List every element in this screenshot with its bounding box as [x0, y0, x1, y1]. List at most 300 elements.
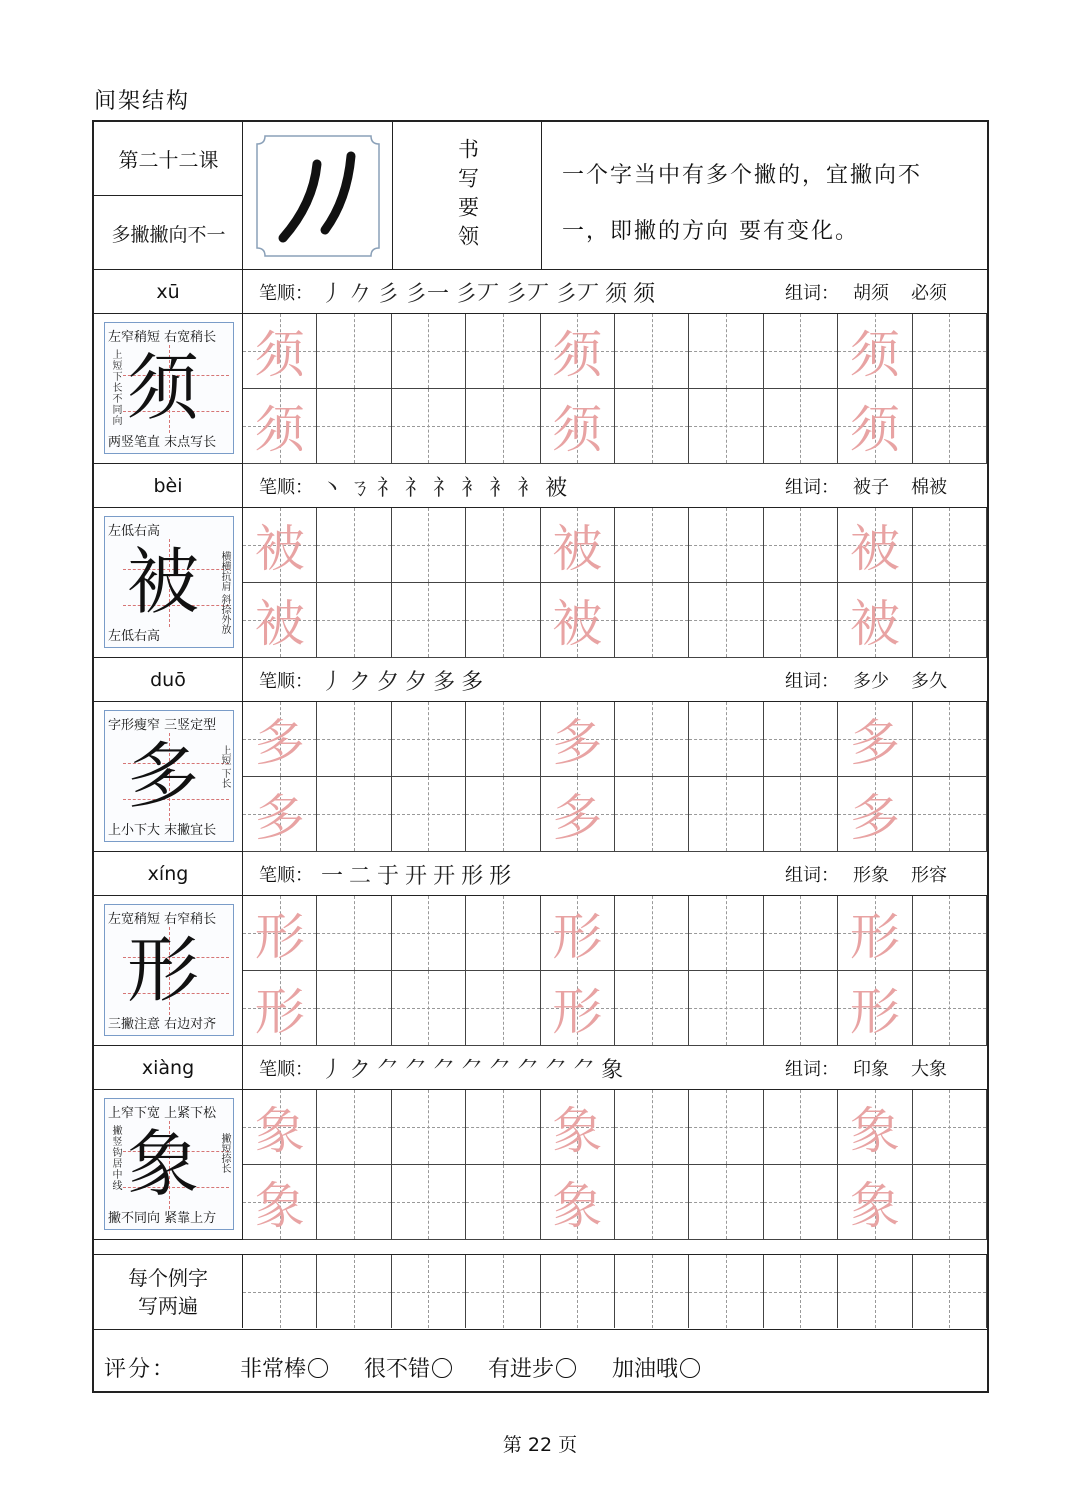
trace-cell[interactable] — [243, 896, 317, 971]
grid-guide-v — [875, 1255, 876, 1328]
trace-cell[interactable] — [243, 777, 317, 852]
circle-icon[interactable] — [556, 1358, 576, 1378]
score-option-3[interactable] — [488, 1352, 576, 1383]
grid-guide-v — [949, 1255, 950, 1328]
trace-cell[interactable] — [243, 1090, 317, 1165]
writing-cell[interactable] — [913, 777, 987, 852]
writing-cell[interactable] — [764, 702, 838, 777]
stroke-step: 夕 — [405, 669, 428, 695]
writing-cell[interactable] — [615, 971, 689, 1046]
writing-cell[interactable] — [615, 389, 689, 464]
extra-writing-cell[interactable] — [466, 1255, 540, 1328]
practice-grid — [243, 314, 987, 464]
grid-guide-v — [503, 1255, 504, 1328]
writing-cell[interactable] — [615, 1090, 689, 1165]
trace-cell[interactable] — [838, 896, 912, 971]
example-card-cell — [94, 896, 243, 1046]
score-option-label: 加油哦 — [612, 1357, 679, 1382]
grid-guide-v — [652, 1255, 653, 1328]
example-card-cell — [94, 508, 243, 658]
writing-cell[interactable] — [466, 702, 540, 777]
writing-cell[interactable] — [466, 896, 540, 971]
stroke-step: 形 — [489, 863, 512, 889]
grid-guide-v — [726, 583, 727, 657]
practice-grid — [243, 1090, 987, 1240]
writing-cell[interactable] — [466, 314, 540, 389]
trace-cell[interactable] — [838, 314, 912, 389]
trace-cell[interactable] — [243, 389, 317, 464]
grid-guide-v — [503, 508, 504, 582]
trace-cell[interactable] — [838, 1165, 912, 1240]
trace-cell[interactable] — [243, 971, 317, 1046]
example-character: 象 — [127, 1122, 200, 1206]
stroke-step: 礻 — [377, 475, 400, 501]
trace-character: 象 — [849, 1177, 900, 1235]
writing-cell[interactable] — [913, 1165, 987, 1240]
card-top-note: 字形瘦窄 三竖定型 — [108, 718, 217, 733]
grid-guide-v — [503, 1165, 504, 1239]
extra-writing-cell[interactable] — [243, 1255, 317, 1328]
words-label: 组词： — [785, 1059, 839, 1080]
grid-guide-v — [354, 1165, 355, 1239]
extra-practice-label — [94, 1255, 243, 1328]
grid-guide-v — [800, 1165, 801, 1239]
stroke-step: 彡丆 — [505, 281, 550, 307]
stroke-step: 被 — [545, 475, 568, 501]
stroke-step: 礻 — [433, 475, 456, 501]
grid-guide-v — [428, 896, 429, 970]
grid-guide-v — [652, 777, 653, 851]
lesson-header — [94, 122, 987, 270]
trace-character: 多 — [552, 714, 603, 772]
grid-guide-v — [800, 896, 801, 970]
writing-cell[interactable] — [392, 389, 466, 464]
writing-cell[interactable] — [689, 1165, 763, 1240]
card-bottom-note: 三撇注意 右边对齐 — [108, 1017, 217, 1032]
trace-character: 多 — [849, 789, 900, 847]
words-label: 组词： — [785, 671, 839, 692]
card-bottom-note: 左低右高 — [108, 629, 161, 644]
card-top-note: 左低右高 — [108, 524, 161, 539]
grid-guide-v — [428, 508, 429, 582]
word-item: 胡须 — [853, 283, 889, 304]
grid-guide-v — [652, 389, 653, 463]
extra-writing-cell[interactable] — [541, 1255, 615, 1328]
stroke-step: 于 — [377, 863, 400, 889]
writing-cell[interactable] — [392, 314, 466, 389]
pinyin: xū — [94, 270, 243, 314]
trace-cell[interactable] — [541, 1090, 615, 1165]
writing-cell[interactable] — [913, 702, 987, 777]
extra-writing-cell[interactable] — [615, 1255, 689, 1328]
writing-cell[interactable] — [689, 702, 763, 777]
writing-cell[interactable] — [764, 508, 838, 583]
stroke-step: 礻 — [405, 475, 428, 501]
word-examples — [785, 270, 947, 314]
extra-practice-grid[interactable] — [243, 1255, 987, 1328]
grid-guide-v — [354, 896, 355, 970]
trace-cell[interactable] — [838, 508, 912, 583]
word-item: 形象 — [853, 865, 889, 886]
trace-cell[interactable] — [838, 583, 912, 658]
grid-guide-v — [949, 508, 950, 582]
writing-cell[interactable] — [466, 389, 540, 464]
trace-character: 多 — [254, 714, 305, 772]
stroke-step: ⺈ — [405, 1057, 428, 1083]
writing-cell[interactable] — [317, 1165, 391, 1240]
stroke-order-label: 笔顺： — [259, 477, 313, 498]
char-practice-row — [94, 896, 987, 1046]
stroke-order — [259, 658, 489, 702]
trace-character: 象 — [254, 1102, 305, 1160]
card-right-note: 撇短捺长 — [219, 1133, 230, 1173]
extra-practice-row — [94, 1254, 987, 1330]
writing-cell[interactable] — [689, 314, 763, 389]
grid-guide-v — [652, 702, 653, 776]
writing-cell[interactable] — [392, 777, 466, 852]
stroke-step: 衤 — [489, 475, 512, 501]
writing-cell[interactable] — [764, 971, 838, 1046]
writing-cell[interactable] — [615, 508, 689, 583]
writing-cell[interactable] — [392, 583, 466, 658]
grid-guide-v — [354, 314, 355, 388]
grid-guide-v — [949, 314, 950, 388]
trace-character: 形 — [552, 983, 603, 1041]
writing-cell[interactable] — [392, 1165, 466, 1240]
stroke-step: 开 — [405, 863, 428, 889]
trace-cell[interactable] — [243, 314, 317, 389]
writing-cell[interactable] — [317, 896, 391, 971]
trace-cell[interactable] — [838, 389, 912, 464]
stroke-order-label: 笔顺： — [259, 1059, 313, 1080]
grid-guide-v — [800, 583, 801, 657]
trace-character: 被 — [552, 595, 603, 653]
writing-cell[interactable] — [764, 389, 838, 464]
grid-guide-v — [354, 389, 355, 463]
grid-guide-v — [354, 1255, 355, 1328]
stroke-step: 一 — [321, 863, 344, 889]
grid-guide-v — [949, 971, 950, 1045]
writing-cell[interactable] — [615, 896, 689, 971]
grid-guide-v — [652, 896, 653, 970]
trace-cell[interactable] — [541, 702, 615, 777]
stroke-order-label: 笔顺： — [259, 671, 313, 692]
writing-cell[interactable] — [913, 1090, 987, 1165]
writing-cell[interactable] — [317, 777, 391, 852]
extra-writing-cell[interactable] — [392, 1255, 466, 1328]
example-card — [104, 904, 234, 1036]
grid-guide-v — [652, 1090, 653, 1164]
stroke-step: ⺈ — [433, 1057, 456, 1083]
writing-cell[interactable] — [392, 1090, 466, 1165]
stroke-step: 二 — [349, 863, 372, 889]
stroke-step: ⺈ — [461, 1057, 484, 1083]
card-right-note: 上短 下长 — [219, 745, 230, 789]
pinyin: bèi — [94, 464, 243, 508]
stroke-order-label: 笔顺： — [259, 865, 313, 886]
writing-cell[interactable] — [764, 314, 838, 389]
grid-guide-v — [503, 702, 504, 776]
char-info-row — [94, 270, 987, 314]
char-practice-row — [94, 702, 987, 852]
stroke-step: 多 — [461, 669, 484, 695]
grid-guide-v — [428, 389, 429, 463]
grid-guide-v — [428, 583, 429, 657]
writing-cell[interactable] — [764, 1165, 838, 1240]
grid-guide-v — [652, 1165, 653, 1239]
extra-label-line2: 写两遍 — [138, 1293, 198, 1318]
card-top-note: 左宽稍短 右窄稍长 — [108, 912, 217, 927]
trace-cell[interactable] — [243, 1165, 317, 1240]
practice-grid — [243, 508, 987, 658]
card-right-note: 横横抗肩 斜捺外放 — [219, 551, 230, 635]
word-examples — [785, 658, 947, 702]
grid-guide-v — [354, 971, 355, 1045]
grid-guide-v — [726, 971, 727, 1045]
writing-cell[interactable] — [764, 583, 838, 658]
trace-character: 多 — [849, 714, 900, 772]
stroke-step: ク — [349, 669, 372, 695]
writing-cell[interactable] — [764, 1090, 838, 1165]
card-bottom-note: 上小下大 末撇宜长 — [108, 823, 217, 838]
card-bottom-note: 撇不同向 紧靠上方 — [108, 1211, 217, 1226]
trace-cell[interactable] — [838, 971, 912, 1046]
writing-cell[interactable] — [392, 896, 466, 971]
writing-cell[interactable] — [466, 583, 540, 658]
stroke-step: ⺈ — [545, 1057, 568, 1083]
grid-guide-v — [652, 583, 653, 657]
grid-guide-v — [354, 702, 355, 776]
writing-cell[interactable] — [764, 896, 838, 971]
writing-cell[interactable] — [689, 508, 763, 583]
writing-cell[interactable] — [764, 777, 838, 852]
writing-cell[interactable] — [392, 971, 466, 1046]
writing-cell[interactable] — [913, 314, 987, 389]
stroke-step: 夕 — [377, 669, 400, 695]
grid-guide-v — [503, 777, 504, 851]
writing-cell[interactable] — [466, 971, 540, 1046]
words-label: 组词： — [785, 477, 839, 498]
trace-cell[interactable] — [243, 702, 317, 777]
card-side-note: 上短下长不同向 — [110, 349, 121, 426]
example-character: 多 — [127, 734, 200, 818]
writing-cell[interactable] — [317, 1090, 391, 1165]
grid-guide-v — [652, 971, 653, 1045]
grid-guide-v — [428, 777, 429, 851]
grid-guide-v — [949, 389, 950, 463]
trace-character: 形 — [849, 983, 900, 1041]
writing-cell[interactable] — [317, 971, 391, 1046]
example-card-cell — [94, 314, 243, 464]
writing-cell[interactable] — [913, 896, 987, 971]
trace-cell[interactable] — [541, 583, 615, 658]
trace-character: 须 — [849, 401, 900, 459]
grid-guide-v — [726, 1255, 727, 1328]
grid-guide-v — [726, 896, 727, 970]
grid-guide-v — [800, 702, 801, 776]
writing-cell[interactable] — [317, 508, 391, 583]
writing-cell[interactable] — [392, 702, 466, 777]
extra-writing-cell[interactable] — [913, 1255, 987, 1328]
trace-character: 象 — [254, 1177, 305, 1235]
double-pie-stroke-icon — [255, 134, 381, 258]
word-examples — [785, 464, 947, 508]
stroke-step: 𠂊 — [349, 281, 372, 307]
writing-cell[interactable] — [615, 702, 689, 777]
stroke-order — [259, 1046, 629, 1090]
score-option-2[interactable] — [364, 1352, 452, 1383]
requirement-text: 一个字当中有多个撇的，宜撇向不一，即撇的方向 要有变化。 — [562, 163, 923, 244]
stroke-step: ⺈ — [377, 1057, 400, 1083]
writing-cell[interactable] — [689, 389, 763, 464]
example-character: 被 — [127, 540, 200, 624]
trace-cell[interactable] — [541, 971, 615, 1046]
extra-writing-cell[interactable] — [689, 1255, 763, 1328]
writing-cell[interactable] — [689, 971, 763, 1046]
stroke-step: 彡丆 — [555, 281, 600, 307]
writing-cell[interactable] — [689, 1090, 763, 1165]
example-card — [104, 710, 234, 842]
trace-cell[interactable] — [541, 896, 615, 971]
word-item: 棉被 — [911, 477, 947, 498]
example-card-cell — [94, 702, 243, 852]
writing-cell[interactable] — [466, 508, 540, 583]
grid-guide-v — [726, 1090, 727, 1164]
card-bottom-note: 两竖笔直 末点写长 — [108, 435, 217, 450]
writing-cell[interactable] — [392, 508, 466, 583]
trace-cell[interactable] — [541, 777, 615, 852]
page-number: 第 22 页 — [502, 1434, 578, 1456]
score-option-4[interactable] — [612, 1352, 700, 1383]
stroke-step: 丿 — [321, 669, 344, 695]
writing-cell[interactable] — [615, 777, 689, 852]
writing-cell[interactable] — [317, 314, 391, 389]
grid-guide-v — [800, 1090, 801, 1164]
card-top-note: 左窄稍短 右宽稍长 — [108, 330, 217, 345]
writing-cell[interactable] — [466, 1165, 540, 1240]
writing-cell[interactable] — [913, 583, 987, 658]
trace-cell[interactable] — [838, 777, 912, 852]
writing-cell[interactable] — [466, 777, 540, 852]
trace-cell[interactable] — [838, 1090, 912, 1165]
words-label: 组词： — [785, 283, 839, 304]
stroke-step: 衤 — [461, 475, 484, 501]
word-item: 必须 — [911, 283, 947, 304]
score-option-label: 很不错 — [364, 1357, 431, 1382]
writing-cell[interactable] — [317, 389, 391, 464]
writing-cell[interactable] — [689, 777, 763, 852]
grid-guide-v — [503, 583, 504, 657]
example-character: 须 — [127, 346, 200, 430]
char-info-row — [94, 852, 987, 896]
grid-guide-v — [800, 971, 801, 1045]
stroke-step: ク — [349, 1057, 372, 1083]
trace-cell[interactable] — [541, 314, 615, 389]
stroke-step: 彡丆 — [455, 281, 500, 307]
trace-character: 被 — [849, 520, 900, 578]
writing-cell[interactable] — [913, 971, 987, 1046]
grid-guide-v — [949, 1165, 950, 1239]
score-option-1[interactable] — [240, 1352, 328, 1383]
stroke-step: 象 — [601, 1057, 624, 1083]
writing-cell[interactable] — [615, 583, 689, 658]
score-option-label: 非常棒 — [240, 1357, 307, 1382]
writing-cell[interactable] — [913, 389, 987, 464]
circle-icon[interactable] — [432, 1358, 452, 1378]
grid-guide-v — [428, 1090, 429, 1164]
practice-grid — [243, 896, 987, 1046]
writing-cell[interactable] — [317, 702, 391, 777]
practice-grid — [243, 702, 987, 852]
lesson-topic: 多撇撇向不一 — [111, 223, 226, 246]
grid-guide-v — [949, 1090, 950, 1164]
trace-character: 被 — [254, 520, 305, 578]
char-info-row — [94, 658, 987, 702]
stroke-step: 彡一 — [405, 281, 450, 307]
writing-cell[interactable] — [317, 583, 391, 658]
example-card — [104, 1098, 234, 1230]
writing-cell[interactable] — [913, 508, 987, 583]
writing-cell[interactable] — [615, 1165, 689, 1240]
stroke-step: ⺈ — [517, 1057, 540, 1083]
score-label: 评分： — [104, 1357, 177, 1382]
writing-cell[interactable] — [689, 583, 763, 658]
grid-guide-v — [726, 508, 727, 582]
trace-character: 须 — [552, 326, 603, 384]
trace-character: 被 — [849, 595, 900, 653]
example-character: 形 — [127, 928, 200, 1012]
grid-guide-v — [652, 314, 653, 388]
writing-cell[interactable] — [466, 1090, 540, 1165]
stroke-step: 彡 — [377, 281, 400, 307]
trace-character: 形 — [254, 983, 305, 1041]
circle-icon[interactable] — [680, 1358, 700, 1378]
lesson-number: 第二十二课 — [94, 122, 243, 196]
words-label: 组词： — [785, 865, 839, 886]
trace-character: 形 — [849, 908, 900, 966]
stroke-step: ⺈ — [489, 1057, 512, 1083]
trace-cell[interactable] — [838, 702, 912, 777]
writing-cell[interactable] — [689, 896, 763, 971]
trace-cell[interactable] — [243, 583, 317, 658]
grid-guide-v — [428, 971, 429, 1045]
stroke-step: 多 — [433, 669, 456, 695]
card-top-note: 上窄下宽 上紧下松 — [108, 1106, 217, 1121]
writing-cell[interactable] — [615, 314, 689, 389]
grid-guide-v — [354, 583, 355, 657]
extra-writing-cell[interactable] — [838, 1255, 912, 1328]
trace-cell[interactable] — [243, 508, 317, 583]
trace-cell[interactable] — [541, 1165, 615, 1240]
char-practice-row — [94, 1090, 987, 1240]
stroke-step: 形 — [461, 863, 484, 889]
extra-writing-cell[interactable] — [317, 1255, 391, 1328]
grid-guide-v — [800, 1255, 801, 1328]
word-item: 形容 — [911, 865, 947, 886]
char-practice-row — [94, 314, 987, 464]
grid-guide-v — [726, 777, 727, 851]
grid-guide-v — [577, 1255, 578, 1328]
trace-cell[interactable] — [541, 389, 615, 464]
extra-writing-cell[interactable] — [764, 1255, 838, 1328]
grid-guide-v — [800, 508, 801, 582]
requirement-label: 书写要领 — [455, 138, 480, 254]
grid-guide-v — [428, 314, 429, 388]
circle-icon[interactable] — [308, 1358, 328, 1378]
extra-label-line1: 每个例字 — [128, 1265, 208, 1290]
grid-guide-v — [354, 1090, 355, 1164]
trace-cell[interactable] — [541, 508, 615, 583]
